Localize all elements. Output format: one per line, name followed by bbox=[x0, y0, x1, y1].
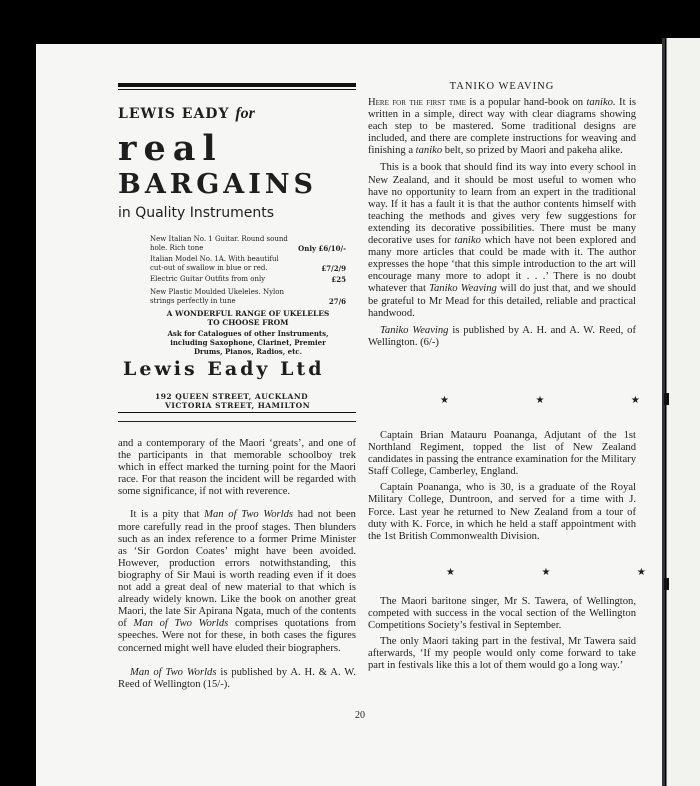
ad-headline-real: real bbox=[118, 128, 223, 169]
column-divider bbox=[118, 421, 356, 422]
taniko-article bbox=[368, 97, 636, 349]
news-item-tawera bbox=[368, 596, 636, 673]
section-separator: ★ ★ ★ bbox=[440, 395, 682, 406]
taniko-paragraph: Here for the first time is a popular hand-book on taniko. It is written in a simple, direct way with clear diagrams showing each step to be mastered. Some traditional designs are included, and there are complete instructions for weaving and finishing a taniko belt, so prized by Maori and pakeha alike. bbox=[368, 97, 636, 157]
ad-address-1: 192 QUEEN STREET, AUCKLAND bbox=[155, 392, 309, 401]
ad-subheadline: in Quality Instruments bbox=[118, 205, 275, 221]
ad-item: New Italian No. 1 Guitar. Round sound hole. Rich tone Only £6/10/- bbox=[150, 235, 346, 253]
binding-mark bbox=[664, 578, 669, 590]
lewis-eady-advertisement bbox=[118, 83, 356, 410]
ad-ukelele-note: A WONDERFUL RANGE OF UKELELES TO CHOOSE FROM bbox=[166, 309, 330, 327]
page-number: 20 bbox=[355, 710, 365, 721]
ad-headline-bargains: BARGAINS bbox=[118, 169, 318, 200]
review-paragraph: and a contemporary of the Maori ‘greats’, and one of the participants in that memorable schoolboy trek which in effect marked the turning point for the Maori race. For that reason the incident will be regarded with some significance, if not with reverence. bbox=[118, 438, 356, 498]
ad-address-2: VICTORIA STREET, HAMILTON bbox=[165, 401, 311, 410]
section-separator: ★ ★ ★ bbox=[446, 567, 688, 578]
ad-brand-line: LEWIS EADY for bbox=[118, 105, 255, 122]
review-paragraph: It is a pity that Man of Two Worlds had not been more carefully read in the proof stages. Then blunders such as an index reference to a former Prime Minister as ‘Sir Gordon Coates’ might have been avoided. However, production errors notwithstanding, this biography of Sir Maui is worth reading even if it does not add a great deal of new material to that which is already widely known. Like the book on another great Maori, the late Sir Apirana Ngata, much of the contents of Man of Two Worlds comprises quotations from speeches. Were not for these, in both cases the figures concerned might well have eluded their biographers. bbox=[118, 509, 356, 654]
ad-top-rule bbox=[118, 83, 356, 87]
ad-catalogue-note: Ask for Catalogues of other Instruments, including Saxophone, Clarinet, Premier Drums, Pianos, Radios, etc. bbox=[167, 329, 329, 356]
taniko-paragraph: Taniko Weaving is published by A. H. and A. W. Reed, of Wellington. (6/-) bbox=[368, 324, 636, 348]
binding-spine bbox=[662, 38, 665, 786]
ad-top-thin-rule bbox=[118, 89, 356, 90]
ad-bottom-rule bbox=[118, 412, 356, 413]
taniko-paragraph: This is a book that should find its way into every school in New Zealand, and it should be most useful to women who have no opportunity to learn from an expert in the traditional way. If it has a fault it is that the author contents himself with teaching the methods and gives very few suggestions for extending its decorative possibilities. There must be many decorative uses for taniko which have not been explored and many more articles that could be made with it. The author expresses the hope ‘that this simple introduction to the art will encourage many more to adopt it . . .’ There is no doubt whatever that Taniko Weaving will do just that, and we should be grateful to Mr Mead for this detailed, reliable and practical handwood. bbox=[368, 162, 637, 319]
adjacent-page-edge bbox=[666, 38, 700, 786]
ad-item: New Plastic Moulded Ukeleles. Nylon strings perfectly in tune 27/6 bbox=[150, 288, 346, 306]
news-paragraph: The only Maori taking part in the festival, Mr Tawera said afterwards, ‘If my people would only come forward to take part in festivals like this a lot of them would go a long way.’ bbox=[368, 636, 636, 672]
news-item-poananga bbox=[368, 430, 636, 543]
ad-item: Electric Guitar Outfits from only £25 bbox=[150, 275, 346, 284]
ad-item: Italian Model No. 1A. With beautiful cut-out of swallow in blue or red. £7/2/9 bbox=[150, 255, 346, 273]
man-of-two-worlds-review bbox=[118, 438, 356, 691]
news-paragraph: The Maori baritone singer, Mr S. Tawera, of Wellington, competed with success in the vocal section of the Wellington Competitions Society’s festival in September. bbox=[368, 596, 636, 632]
ad-company-name: Lewis Eady Ltd bbox=[123, 358, 325, 380]
news-paragraph: Captain Poananga, who is 30, is a graduate of the Royal Military College, Duntroon, and served for a time with J. Force. Last year he returned to New Zealand from a tour of duty with K. Force, in which he held a staff appointment with the 1st British Commonwealth Division. bbox=[368, 482, 636, 542]
news-paragraph: Captain Brian Matauru Poananga, Adjutant of the 1st Northland Regiment, topped the list of New Zealand candidates in passing the entrance examination for the Military Staff College, Camberley, England. bbox=[368, 430, 636, 478]
review-paragraph: Man of Two Worlds is published by A. H. & A. W. Reed of Wellington (15/-). bbox=[118, 666, 356, 690]
article-title: TANIKO WEAVING bbox=[449, 81, 555, 92]
